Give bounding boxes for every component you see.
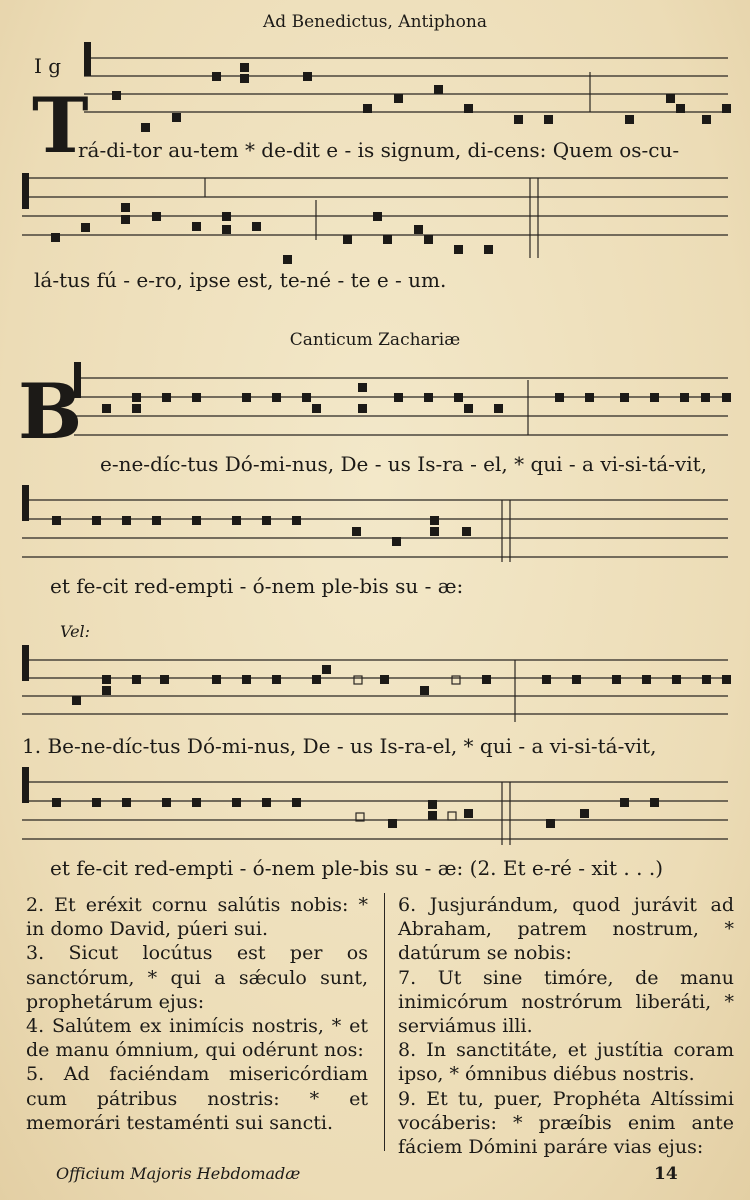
canticle-initial: B <box>18 367 83 456</box>
alternative-label: Vel: <box>60 622 91 641</box>
staff-canticle-1 <box>74 362 731 435</box>
footer-book-title: Officium Majoris Hebdomadæ <box>56 1164 301 1183</box>
canticle-heading: Canticum Zachariæ <box>289 330 461 350</box>
staff-canticle-2 <box>22 485 728 562</box>
verse-4: 4. Salútem ex inimícis nostris, * et de manu ómnium, qui odérunt nos: <box>26 1015 368 1062</box>
canticle-lyric-2: et fe-cit red-empti - ó-nem ple-bis su - æ: <box>50 574 464 598</box>
alternative-lyric-2: et fe-cit red-empti - ó-nem ple-bis su - æ: (2. Et e-ré - xit . . .) <box>50 856 664 880</box>
staff-alternative-1 <box>22 645 731 722</box>
verse-9: 9. Et tu, puer, Prophéta Altíssimi vocáberis: * præíbis enim ante fáciem Dómini paráre vias ejus: <box>398 1087 734 1159</box>
verse-8: 8. In sanctitáte, et justítia coram ipso, * ómnibus diébus nostris. <box>398 1039 734 1086</box>
antiphon-initial: T <box>32 81 89 170</box>
page-number: 14 <box>654 1164 678 1184</box>
verse-3: 3. Sicut locútus est per os sanctórum, * qui a sǽculo sunt, prophetárum ejus: <box>26 942 368 1013</box>
verse-2: 2. Et eréxit cornu salútis nobis: * in domo David, púeri sui. <box>26 894 368 941</box>
staff-antiphon-2 <box>22 173 728 264</box>
antiphon-lyric-1: rá-di-tor au-tem * de-dit e - is signum, di-cens: Quem os-cu- <box>78 138 680 162</box>
canticle-lyric-1: e-ne-díc-tus Dó-mi-nus, De - us Is-ra - el, * qui - a vi-si-tá-vit, <box>100 452 708 476</box>
antiphon-lyric-2: lá-tus fú - e-ro, ipse est, te-né - te e - um. <box>34 268 447 292</box>
verse-7: 7. Ut sine timóre, de manu inimicórum nostrórum liberáti, * serviámus illi. <box>398 966 734 1038</box>
alternative-lyric-1: 1. Be-ne-díc-tus Dó-mi-nus, De - us Is-ra-el, * qui - a vi-si-tá-vit, <box>22 734 657 758</box>
verse-6: 6. Jusjurándum, quod jurávit ad Abraham, patrem nostrum, * datúrum se nobis: <box>398 894 734 965</box>
staff-alternative-2 <box>22 767 728 845</box>
staff-antiphon-1 <box>84 42 731 132</box>
antiphon-heading: Ad Benedictus, Antiphona <box>263 12 487 32</box>
antiphon-mode: I g <box>34 54 62 78</box>
verses-left-column <box>26 893 368 1135</box>
column-divider <box>384 893 385 1151</box>
verse-5: 5. Ad faciéndam misericórdiam cum pátribus nostris: * et memorári testaménti sui sancti. <box>26 1063 368 1134</box>
verses-right-column <box>398 893 734 1159</box>
